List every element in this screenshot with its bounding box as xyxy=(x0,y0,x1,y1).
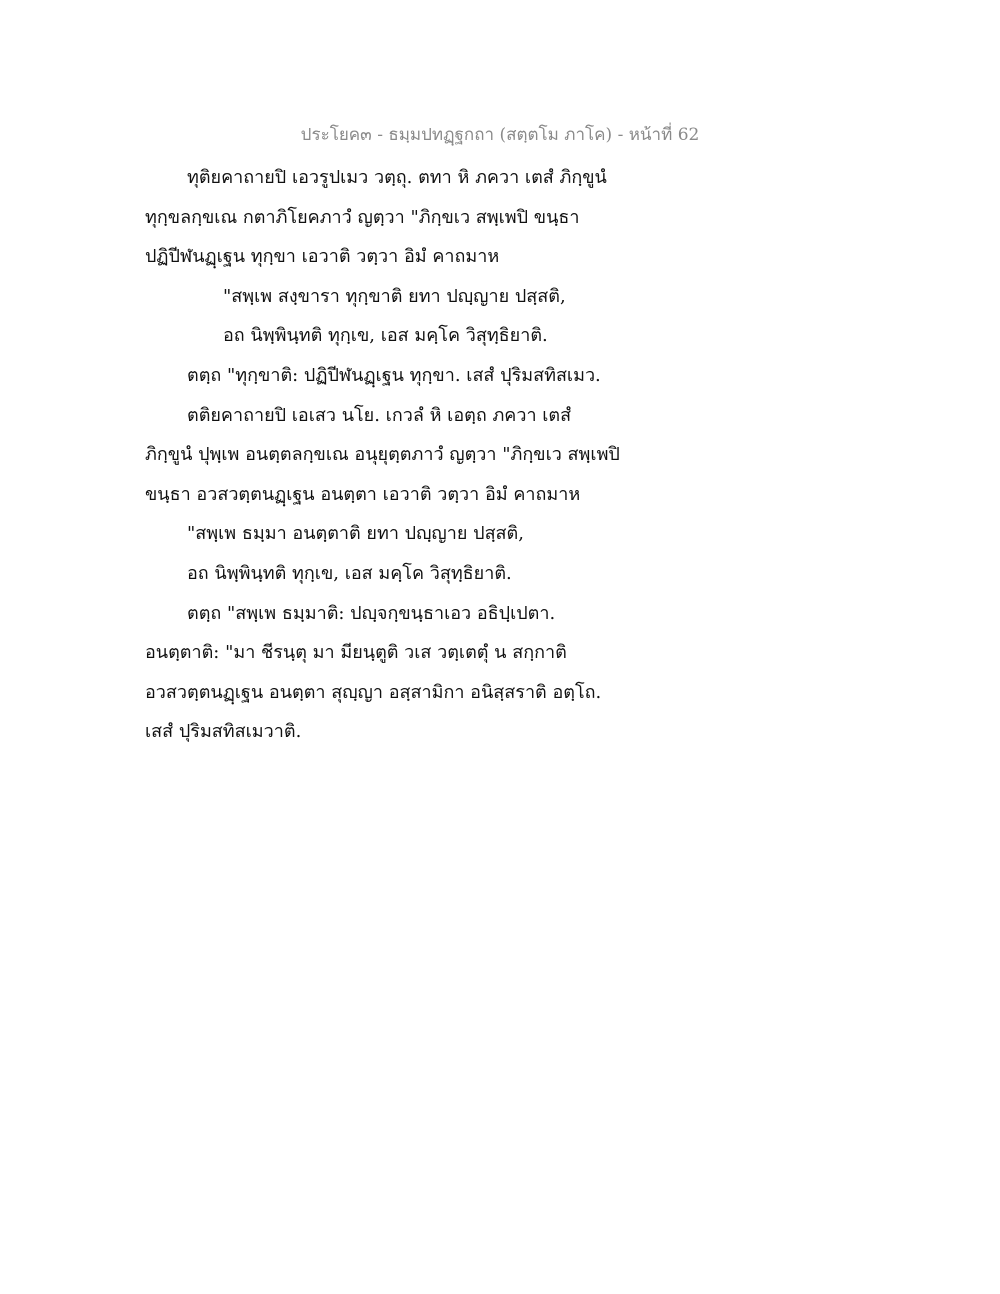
paragraph-line: อวสวตฺตนฏฺเฐน อนตฺตา สุญฺญา อสฺสามิกา อนิสฺสราติ อตฺโถ. xyxy=(145,681,602,703)
body-text xyxy=(145,158,685,752)
paragraph-line: ขนฺธา อวสวตฺตนฏฺเฐน อนตฺตา เอวาติ วตฺวา อิมํ คาถมาห xyxy=(145,483,581,505)
paragraph-line: ตตฺถ "สพฺเพ ธมฺมาติ: ปญฺจกฺขนฺธาเอว อธิปฺเปตา. xyxy=(187,602,556,624)
paragraph-line: ภิกฺขูนํ ปุพฺเพ อนตฺตลกฺขเณ อนุยุตฺตภาวํ ญตฺวา "ภิกฺขเว สพฺเพปิ xyxy=(145,444,620,466)
paragraph-line: ปฏิปีฬนฏฺเฐน ทุกฺขา เอวาติ วตฺวา อิมํ คาถมาห xyxy=(145,246,500,268)
paragraph-line: ตตฺถ "ทุกฺขาติ: ปฏิปีฬนฏฺเฐน ทุกฺขา. เสสํ ปุริมสทิสเมว. xyxy=(187,364,601,386)
page-header: ประโยค๓ - ธมฺมปทฏฺฐกถา (สตฺตโม ภาโค) - หน้าที่ 62 xyxy=(300,125,700,145)
paragraph-line: อนตฺตาติ: "มา ชีรนฺตุ มา มียนฺตูติ วเส วตฺเตตุํ น สกฺกาติ xyxy=(145,642,567,664)
paragraph-line: ตติยคาถายปิ เอเสว นโย. เกวลํ หิ เอตฺถ ภควา เตสํ xyxy=(187,404,572,426)
paragraph-line: เสสํ ปุริมสทิสเมวาติ. xyxy=(145,721,302,743)
verse-line: "สพฺเพ ธมฺมา อนตฺตาติ ยทา ปญฺญาย ปสฺสติ, xyxy=(187,523,524,545)
verse-line: อถ นิพฺพินฺทติ ทุกฺเข, เอส มคฺโค วิสุทฺธิยาติ. xyxy=(187,562,512,584)
verse-line: "สพฺเพ สงฺขารา ทุกฺขาติ ยทา ปญฺญาย ปสฺสติ, xyxy=(223,285,566,307)
verse-line: อถ นิพฺพินฺทติ ทุกฺเข, เอส มคฺโค วิสุทฺธิยาติ. xyxy=(223,325,548,347)
paragraph-line: ทุติยคาถายปิ เอวรูปเมว วตฺถุ. ตทา หิ ภควา เตสํ ภิกฺขูนํ xyxy=(187,167,607,188)
paragraph-line: ทุกฺขลกฺขเณ กตาภิโยคภาวํ ญตฺวา "ภิกฺขเว สพฺเพปิ ขนฺธา xyxy=(145,206,580,228)
